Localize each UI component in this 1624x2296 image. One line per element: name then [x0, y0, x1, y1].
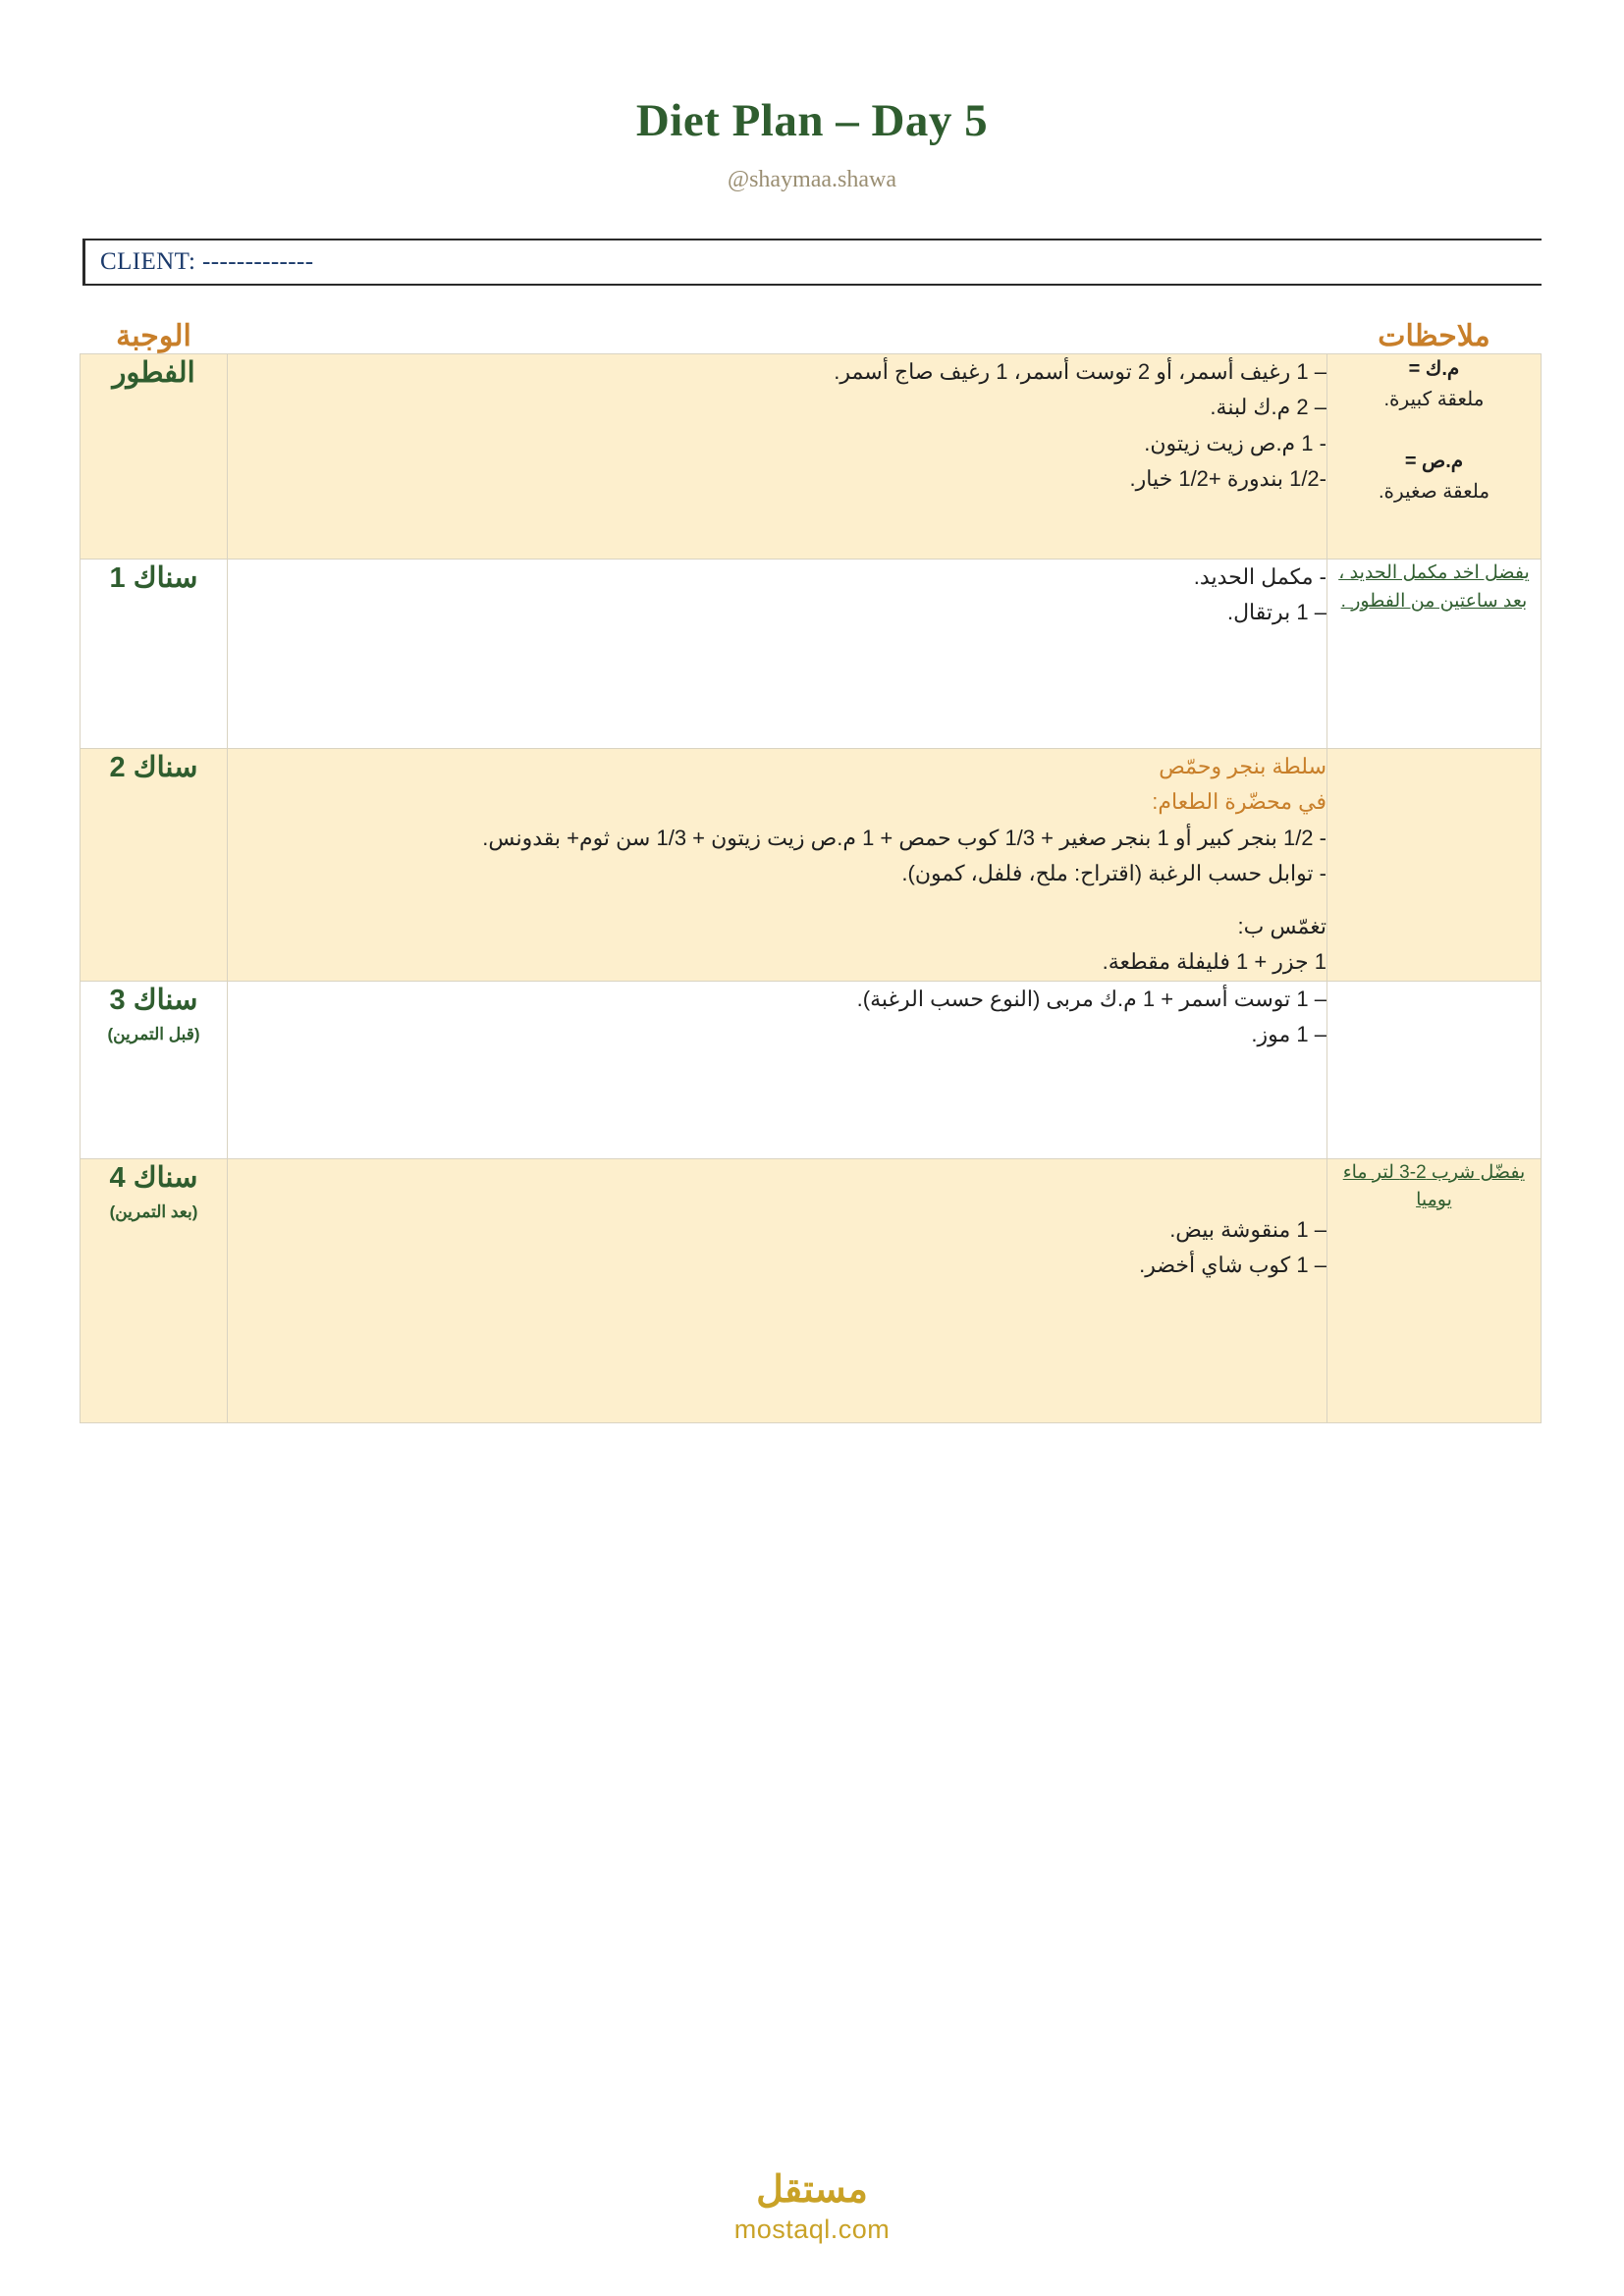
note-abbrev-key-1: م.ك = [1408, 358, 1460, 380]
meal-line: – 1 منقوشة بيض. [1169, 1216, 1326, 1242]
desc-gap [228, 1159, 1326, 1177]
meal-line: 1 جزر + 1 فليفلة مقطعة. [1102, 949, 1326, 975]
meal-line: - توابل حسب الرغبة (اقتراح: ملح، فلفل، كمون). [901, 860, 1326, 885]
note-abbrev-key-2: م.ص = [1404, 451, 1464, 472]
meal-name-cell [81, 560, 228, 749]
note-text: يفضل اخد مكمل الحديد ، بعد ساعتين من الفطور . [1338, 562, 1530, 612]
meal-description-cell [228, 560, 1327, 749]
meal-line: - مكمل الحديد. [1193, 564, 1326, 589]
page-title: Diet Plan – Day 5 [635, 95, 989, 146]
notes-cell [1327, 354, 1542, 560]
notes-cell [1327, 981, 1542, 1158]
table-row [81, 749, 1542, 982]
note-abbrev-value-2: ملعقة صغيرة. [1378, 481, 1490, 503]
meal-description-cell [228, 749, 1327, 982]
meal-name-cell [81, 1158, 228, 1422]
author-handle: @shaymaa.shawa [727, 167, 897, 192]
meal-name-cell [81, 354, 228, 560]
meal-name: الفطور [112, 357, 195, 389]
column-header-meal: الوجبة [81, 319, 228, 354]
meal-description-cell [228, 1158, 1327, 1422]
meal-line: – 1 كوب شاي أخضر. [1139, 1253, 1326, 1278]
meal-name-sub: (بعد التمرين) [109, 1201, 198, 1221]
note-abbrev-value-1: ملعقة كبيرة. [1383, 389, 1485, 410]
notes-cell [1327, 1158, 1542, 1422]
meal-line: تغمّس ب: [1237, 914, 1326, 939]
column-header-notes: ملاحظات [1327, 319, 1542, 354]
note-abbrev-1 [1327, 354, 1541, 415]
table-row [81, 1158, 1542, 1422]
note-abbrev-2 [1327, 447, 1541, 507]
meal-name: سناك 3 [109, 984, 198, 1016]
client-field [82, 239, 1542, 286]
meal-name-cell [81, 981, 228, 1158]
meal-line: - 1/2 بنجر كبير أو 1 بنجر صغير + 1/3 كوب حمص + 1 م.ص زيت زيتون + 1/3 سن ثوم+ بقدونس. [482, 825, 1326, 850]
meal-line: – 1 توست أسمر + 1 م.ك مربى (النوع حسب الرغبة). [856, 986, 1326, 1011]
salad-title: سلطة بنجر وحمّص [1159, 754, 1326, 778]
meal-name-cell [81, 749, 228, 982]
desc-gap [228, 1195, 1326, 1212]
meal-line: – 1 رغيف أسمر، أو 2 توست أسمر، 1 رغيف صاج أسمر. [834, 359, 1326, 384]
table-row [81, 560, 1542, 749]
meal-line: - 1 م.ص زيت زيتون. [1144, 430, 1326, 455]
column-header-spacer [228, 319, 1327, 354]
notes-cell [1327, 749, 1542, 982]
meal-line: -1/2 بندورة +1/2 خيار. [1129, 465, 1326, 491]
note-text: يفضّل شرب 2-3 لتر ماء يوميا [1342, 1161, 1526, 1211]
meal-name: سناك 2 [109, 752, 198, 783]
salad-subtitle: في محضّرة الطعام: [1152, 789, 1326, 815]
meal-line: – 1 موز. [1251, 1022, 1326, 1047]
table-row [81, 981, 1542, 1158]
meal-name-sub: (قبل التمرين) [107, 1024, 200, 1043]
notes-cell [1327, 560, 1542, 749]
table-header-row [81, 319, 1542, 354]
notes-spacer [1327, 421, 1541, 447]
diet-plan-table [80, 319, 1542, 1423]
meal-description-cell [228, 354, 1327, 560]
meal-line: – 2 م.ك لبنة. [1210, 395, 1326, 420]
meal-name: سناك 4 [109, 1161, 198, 1194]
brand-name-en: mostaql.com [733, 2215, 891, 2244]
table-row [81, 354, 1542, 560]
client-label: CLIENT: ------------- [100, 248, 314, 275]
desc-gap [228, 891, 1326, 909]
meal-name: سناك 1 [109, 562, 198, 594]
desc-gap [228, 1177, 1326, 1195]
meal-description-cell [228, 981, 1327, 1158]
brand-name-ar: مستقل [756, 2169, 868, 2211]
footer-logo [0, 2171, 1624, 2245]
meal-line: – 1 برتقال. [1226, 600, 1326, 625]
